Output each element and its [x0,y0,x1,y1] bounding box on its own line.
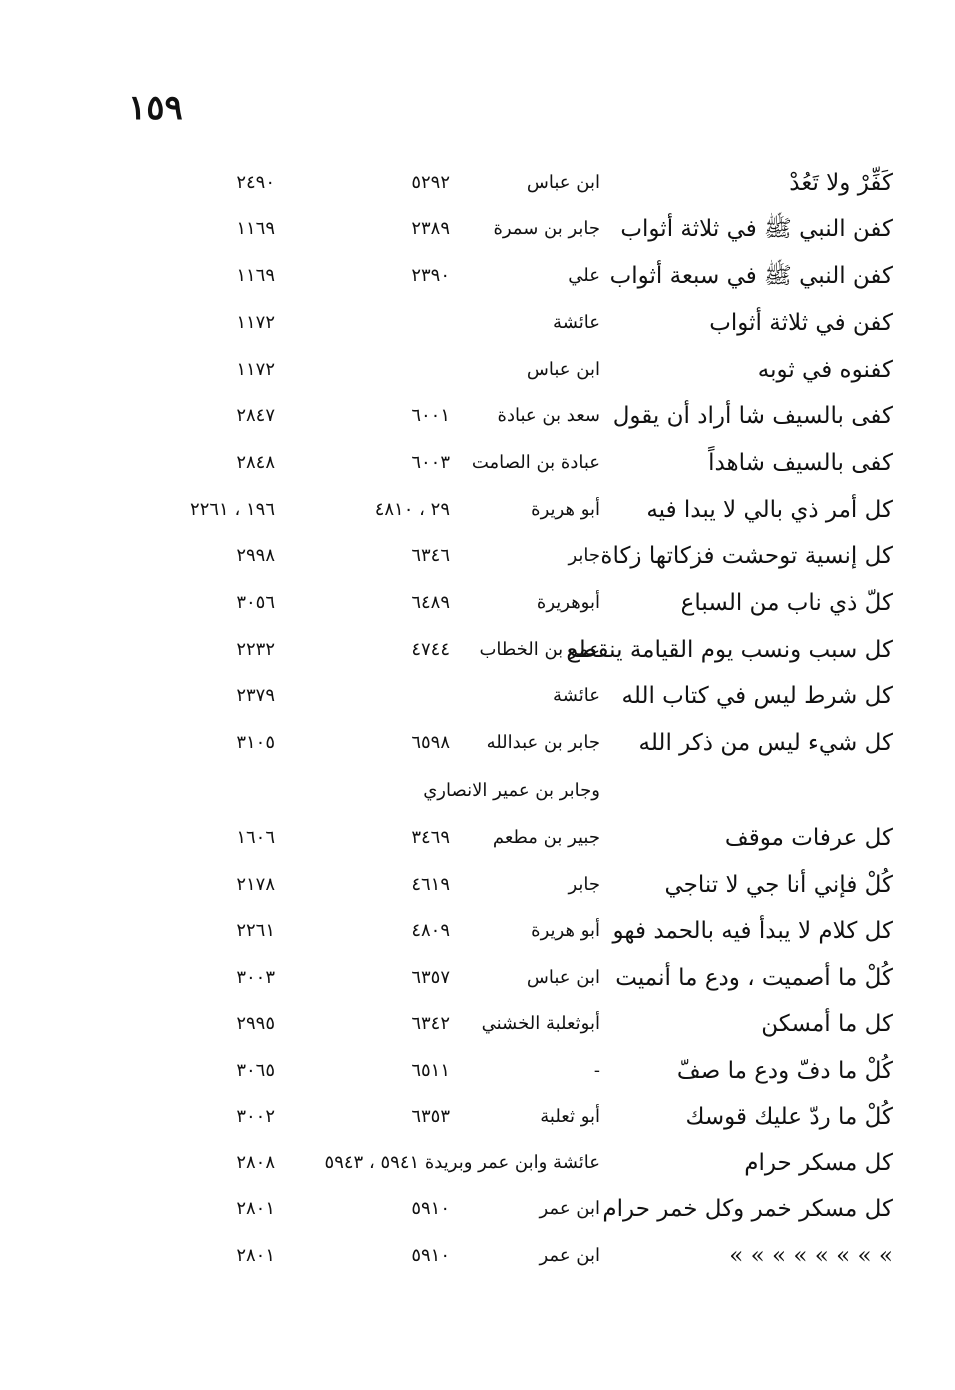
hadith-number [300,768,450,814]
index-row [0,487,955,533]
narrator: عائشة [553,685,600,706]
index-row [0,908,955,954]
narrator: عبادة بن الصامت [471,452,600,473]
reference-number: ٣٠٥٦ [236,592,275,613]
index-row [0,720,955,766]
hadith-number: ٦٣٤٦ [411,545,450,566]
hadith-text [593,768,893,814]
hadith-number: ٤٨٠٩ [411,920,450,941]
hadith-number: ٦٠٠٣ [411,452,450,473]
index-row [0,300,955,346]
hadith-number: ٢٣٩٠ [411,265,450,286]
hadith-number: ٥٩١٠ [411,1245,450,1266]
index-row [0,815,955,861]
reference-number: ١١٦٩ [236,218,275,239]
hadith-text: كفنوه في ثوبه [757,357,893,383]
index-row [0,440,955,486]
narrator: جابر [568,545,600,566]
hadith-number: ٥٩١٠ [411,1198,450,1219]
narrator: ابن عباس [526,172,600,193]
index-row [0,1094,955,1140]
narrator: أبو هريرة [531,920,600,941]
hadith-text: كل سبب ونسب يوم القيامة ينقطع [566,637,893,663]
hadith-text: كَفِّرْ ولا تَعُدْ [789,170,893,196]
hadith-number: ٤٦١٩ [411,874,450,895]
reference-number: ٢٨٠١ [236,1245,275,1266]
narrator: ابن عباس [526,359,600,380]
narrator: جابر [568,874,600,895]
hadith-text: كفى بالسيف شا أراد أن يقول [612,403,893,429]
index-row [0,955,955,1001]
reference-number: ١١٦٩ [236,265,275,286]
reference-number [115,768,275,814]
page-number: ١٥٩ [128,88,183,128]
reference-number: ٢٨٠٨ [236,1152,275,1173]
hadith-text: كفن في ثلاثة أثواب [709,310,893,336]
hadith-text: » » » » » » » » [729,1243,893,1269]
hadith-text: كُلْ ما دفّ ودع ما صفّ [676,1058,893,1084]
index-row [0,1048,955,1094]
hadith-text: كل عرفات موقف [724,825,893,851]
index-row [0,253,955,299]
narrator: جابر بن عبدالله [486,732,600,753]
reference-number: ٢٨٤٨ [236,452,275,473]
narrator: عائشة وابن عمر وبريدة ٥٩٤١ ، ٥٩٤٣ [324,1152,600,1173]
reference-number: ٣٠٠٣ [236,967,275,988]
reference-number: ١٦٠٦ [236,827,275,848]
index-row [0,580,955,626]
reference-number: ٢٨٤٧ [236,405,275,426]
narrator: أبوثعلبة الخشني [481,1013,600,1034]
index-row [0,1140,955,1186]
hadith-number: ٤٧٤٤ [411,639,450,660]
index-row [0,533,955,579]
hadith-number: ٣٤٦٩ [411,827,450,848]
index-row [0,160,955,206]
reference-number: ٢١٧٨ [236,874,275,895]
narrator: سعد بن عبادة [497,405,600,426]
narrator: جبير بن مطعم [492,827,600,848]
hadith-number [300,1140,450,1186]
narrator: علي [568,265,600,286]
index-row [0,673,955,719]
narrator: أبو هريرة [531,499,600,520]
hadith-number: ٦٥١١ [411,1060,450,1081]
index-row [0,768,955,814]
narrator: عائشة [553,312,600,333]
hadith-text: كلّ ذي ناب من السباع [680,590,893,616]
hadith-text: كل كلام لا يبدأ فيه بالحمد فهو [612,918,893,944]
reference-number: ١٩٦ ، ٢٢٦١ [190,499,275,520]
hadith-text: كل شرط ليس في كتاب الله [621,683,893,709]
hadith-number: ٦٥٩٨ [411,732,450,753]
index-row [0,1233,955,1279]
narrator: ابن عمر [539,1198,600,1219]
hadith-text: كل شيء ليس من ذكر الله [638,730,893,756]
reference-number: ٢٨٠١ [236,1198,275,1219]
hadith-text: كل مسكر حرام [744,1150,893,1176]
hadith-number: ٦٤٨٩ [411,592,450,613]
index-row [0,347,955,393]
reference-number: ٢٢٦١ [236,920,275,941]
hadith-number: ٦٣٤٢ [411,1013,450,1034]
reference-number: ٣٠٠٢ [236,1106,275,1127]
index-row [0,1186,955,1232]
reference-number: ٢٣٧٩ [236,685,275,706]
narrator: ابن عباس [526,967,600,988]
reference-number: ٢٩٩٨ [236,545,275,566]
reference-number: ١١٧٢ [236,312,275,333]
hadith-number: ٦٣٥٧ [411,967,450,988]
reference-number: ٢٢٣٢ [236,639,275,660]
reference-number: ١١٧٢ [236,359,275,380]
index-row [0,206,955,252]
hadith-text: كفن النبي ﷺ في سبعة أثواب [609,263,893,289]
hadith-number: ٦٣٥٣ [411,1106,450,1127]
hadith-number: ٦٠٠١ [411,405,450,426]
hadith-text: كُلْ ما أصميت ، ودع ما أنميت [615,965,893,991]
index-row [0,862,955,908]
hadith-number [300,300,450,346]
hadith-number: ٢٩ ، ٤٨١٠ [374,499,450,520]
narrator: - [593,1060,600,1081]
reference-number: ٢٩٩٥ [236,1013,275,1034]
hadith-text: كل ما أمسكن [761,1011,893,1037]
hadith-text: كل إنسية توحشت فزكاتها زكاة [600,543,893,569]
hadith-number: ٥٢٩٢ [411,172,450,193]
index-row [0,627,955,673]
hadith-number: ٢٣٨٩ [411,218,450,239]
narrator: أبو ثعلبة [540,1106,600,1127]
reference-number: ٢٤٩٠ [236,172,275,193]
index-row [0,1001,955,1047]
hadith-number [300,347,450,393]
hadith-text: كفى بالسيف شاهداً [708,450,893,476]
narrator: أبوهريرة [536,592,600,613]
hadith-text: كُلْ ما ردّ عليك قوسك [685,1104,893,1130]
narrator: ابن عمر [539,1245,600,1266]
narrator: عمر بن الخطاب [479,639,600,660]
hadith-text: كفن النبي ﷺ في ثلاثة أثواب [620,216,893,242]
hadith-text: كل مسكر خمر وكل خمر حرام [602,1196,893,1222]
hadith-text: كل أمر ذي بالي لا يبدا فيه [646,497,893,523]
hadith-number [300,673,450,719]
reference-number: ٣١٠٥ [236,732,275,753]
reference-number: ٣٠٦٥ [236,1060,275,1081]
narrator: وجابر بن عمير الانصاري [423,780,600,801]
index-row [0,393,955,439]
hadith-text: كُلْ فإني أنا جي لا تناجي [664,872,893,898]
narrator: جابر بن سمرة [493,218,600,239]
